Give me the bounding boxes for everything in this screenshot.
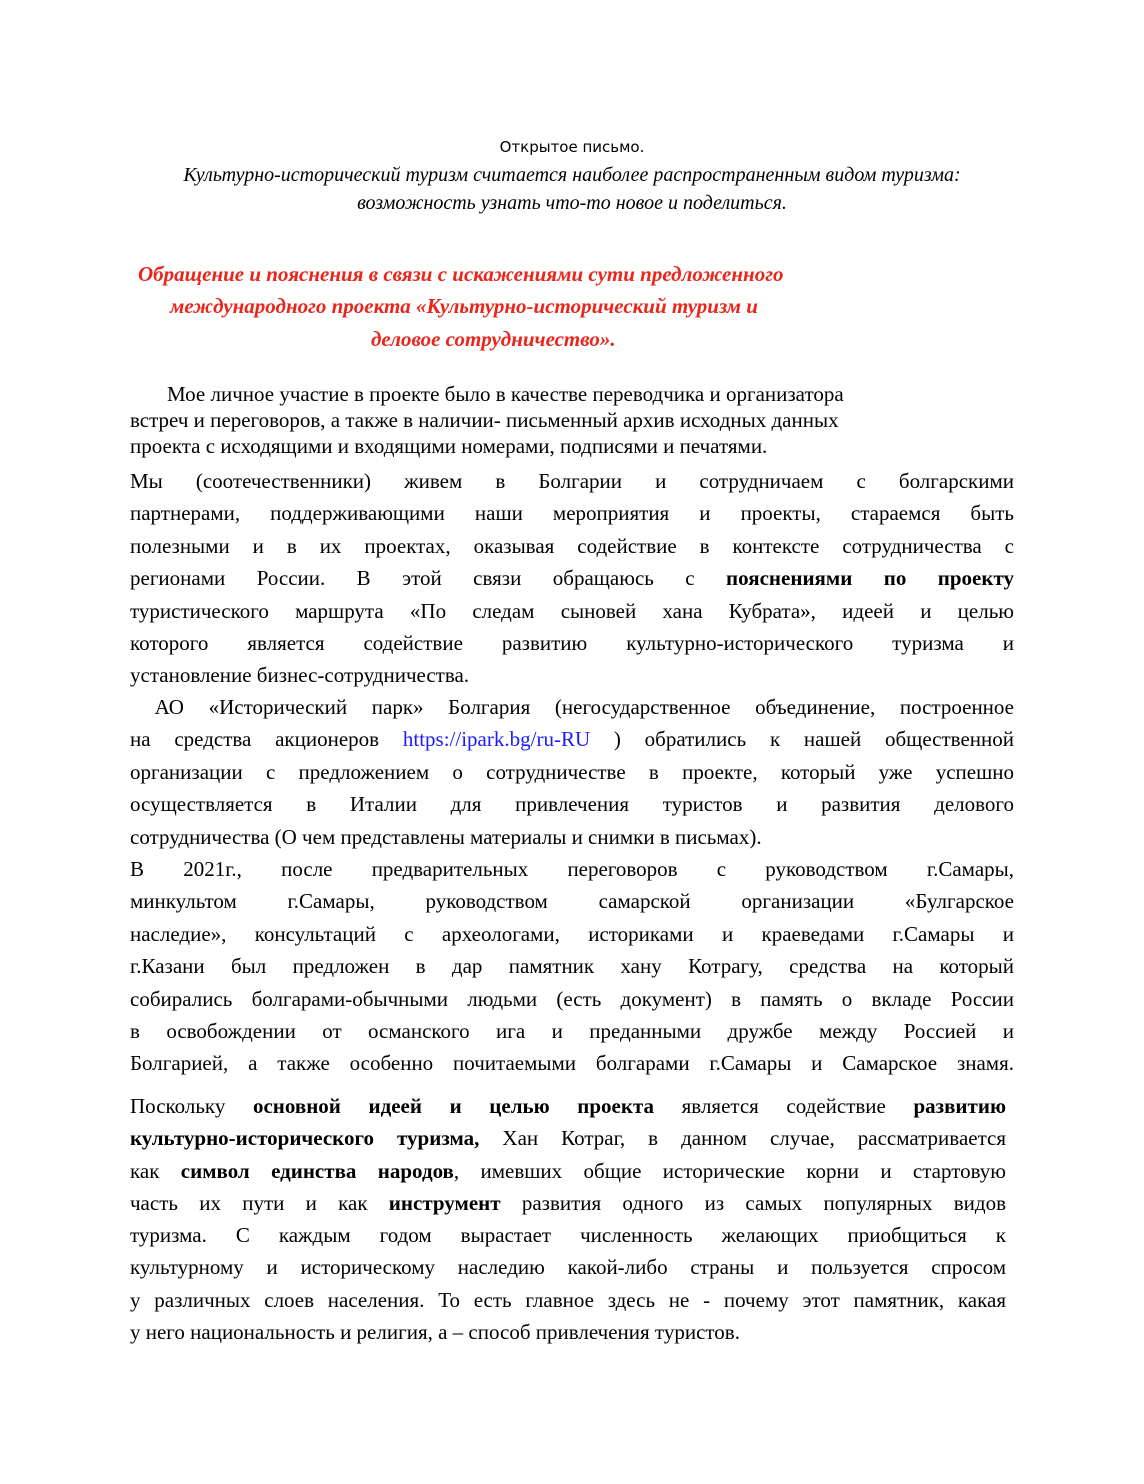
text-fragment: является содействие [681, 1094, 886, 1118]
text-line: Мы (соотечественники) живем в Болгарии и сотрудничаем с болгарскими [130, 469, 1014, 493]
text-line: В 2021г., после предварительных переговоров с руководством г.Самары, [130, 857, 1014, 881]
text-line [130, 1122, 1006, 1154]
text-line: туристического маршрута «По следам сыновей хана Кубрата», идеей и целью [130, 598, 1014, 623]
text-line: организации с предложением о сотрудничестве в проекте, который уже успешно [130, 759, 1014, 784]
text-line: Болгарией, а также особенно почитаемыми болгарами г.Самары и Самарское знамя. [130, 1051, 1014, 1076]
text-fragment: , имевших общие исторические корни и стартовую [453, 1158, 1006, 1183]
text-fragment: развития одного из самых популярных видов [521, 1190, 1006, 1215]
appeal-heading-line: деловое сотрудничество». [371, 327, 616, 351]
text-line: полезными и в их проектах, оказывая содействие в контексте сотрудничества с [130, 533, 1014, 558]
ipark-link[interactable]: https://ipark.bg/ru-RU [402, 727, 591, 752]
bold-phrase: развитию [913, 1094, 1006, 1118]
text-line: которого является содействие развитию культурно-исторического туризма и [130, 631, 1014, 656]
text-fragment: ) обратились к нашей общественной [613, 727, 1015, 752]
paragraph-historical-park [130, 691, 1014, 853]
bold-phrase: основной идеей и целью проекта [252, 1094, 655, 1118]
text-line: туризма. С каждым годом вырастает численность желающих приобщиться к [130, 1223, 1006, 1248]
text-fragment: на средства акционеров [130, 727, 380, 752]
text-line: сотрудничества (О чем представлены материалы и снимки в письмах). [130, 824, 762, 849]
text-line: партнерами, поддерживающими наши мероприятия и проекты, стараемся быть [130, 501, 1014, 526]
text-line [130, 723, 1014, 755]
text-line: наследие», консультаций с археологами, историками и краеведами г.Самары и [130, 921, 1014, 946]
text-fragment: Поскольку [130, 1094, 226, 1118]
text-line: в освобождении от османского ига и преданными дружбе между Россией и [130, 1019, 1014, 1044]
text-line: установление бизнес-сотрудничества. [130, 663, 470, 688]
bold-phrase: культурно-исторического туризма, [130, 1126, 480, 1151]
text-fragment: как [130, 1158, 160, 1183]
bold-phrase: пояснениями по проекту [726, 566, 1015, 591]
appeal-heading-line: международного проекта «Культурно-исторический туризм и [170, 294, 758, 318]
paragraph-monument [130, 853, 1014, 1080]
text-line: встреч и переговоров, а также в наличии- письменный архив исходных данных [130, 408, 839, 432]
text-fragment: регионами России. В этой связи обращаюсь с [130, 566, 695, 591]
text-line: осуществляется в Италии для привлечения туристов и развития делового [130, 792, 1014, 817]
subtitle-line: возможность узнать что-то новое и поделиться. [357, 192, 787, 214]
text-fragment: часть их пути и как [130, 1190, 368, 1215]
text-line [130, 1187, 1006, 1219]
text-fragment: Хан Котраг, в данном случае, рассматривается [502, 1126, 1006, 1151]
text-line: Мое личное участие в проекте было в качестве переводчика и организатора [167, 382, 844, 406]
paragraph-compatriots [130, 465, 1014, 692]
text-line: собирались болгарами-обычными людьми (есть документ) в память о вкладе России [130, 986, 1014, 1011]
text-line: минкультом г.Самары, руководством самарской организации «Булгарское [130, 889, 1014, 914]
text-line [130, 1090, 1006, 1122]
letter-label: Открытое письмо. [499, 138, 645, 156]
paragraph-main-idea [130, 1090, 1006, 1348]
text-line [130, 562, 1014, 594]
bold-phrase: инструмент [388, 1190, 501, 1215]
letter-subtitle [100, 161, 1044, 217]
text-line: у него национальность и религия, а – способ привлечения туристов. [130, 1320, 740, 1345]
text-line: г.Казани был предложен в дар памятник хану Котрагу, средства на который [130, 954, 1014, 979]
subtitle-line: Культурно-исторический туризм считается наиболее распространенным видом туризма: [183, 164, 961, 186]
text-line [130, 1155, 1006, 1187]
text-line: у различных слоев населения. То есть главное здесь не - почему этот памятник, какая [130, 1287, 1006, 1312]
text-line: АО «Исторический парк» Болгария (негосударственное объединение, построенное [130, 695, 1014, 719]
appeal-heading-line: Обращение и пояснения в связи с искажениями сути предложенного [138, 262, 784, 286]
paragraph-participation [130, 381, 970, 459]
bold-phrase: символ единства народов [180, 1158, 454, 1183]
text-line: проекта с исходящими и входящими номерами, подписями и печатями. [130, 434, 768, 458]
text-line: культурному и историческому наследию какой-либо страны и пользуется спросом [130, 1255, 1006, 1280]
